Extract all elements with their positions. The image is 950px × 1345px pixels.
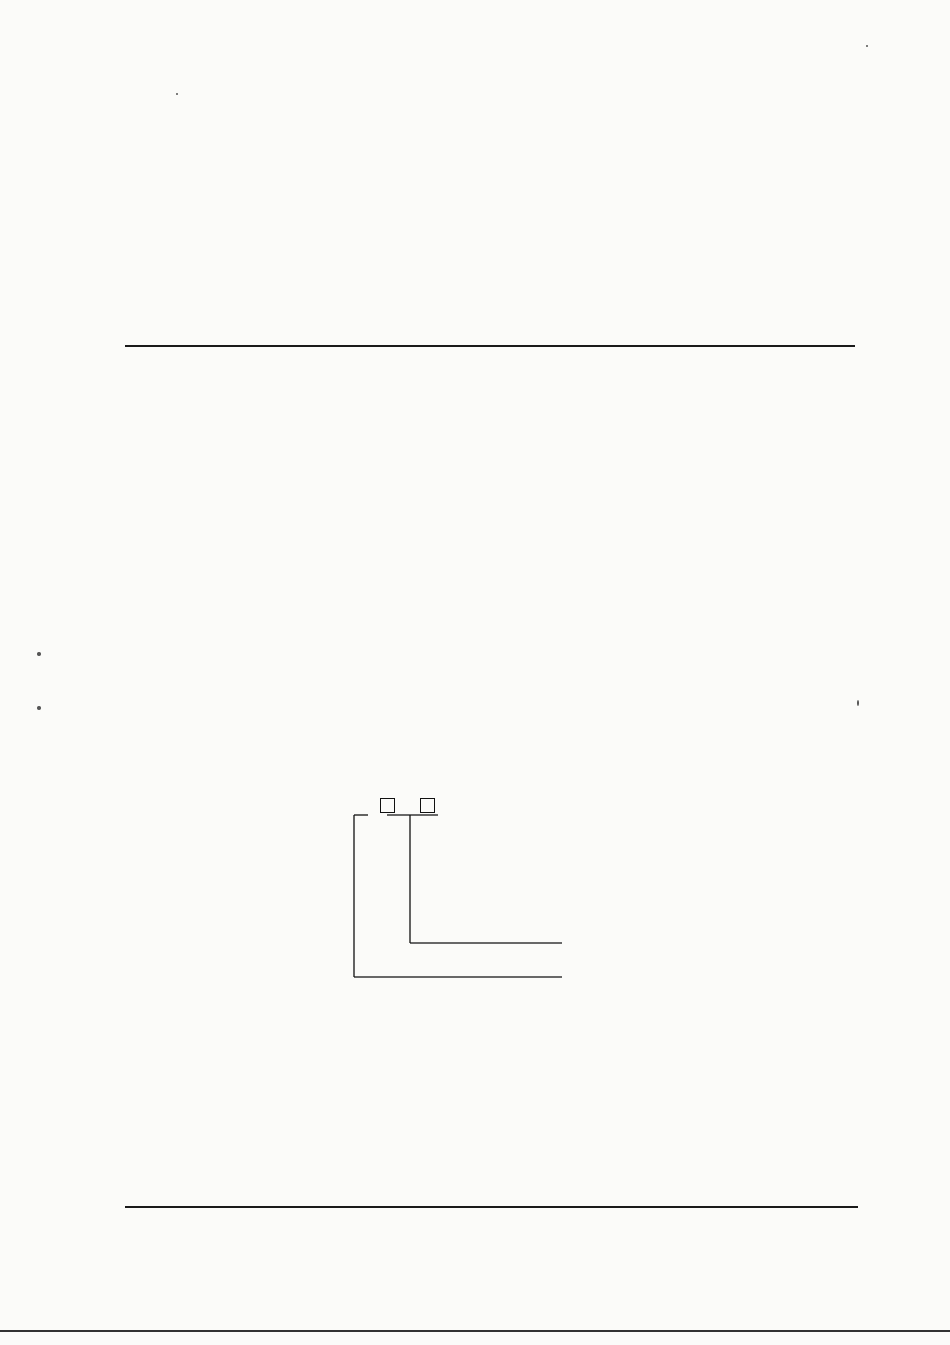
reference-item — [160, 594, 300, 610]
scan-speck — [857, 700, 859, 706]
product-model-diagram — [330, 795, 690, 995]
footer-rule — [125, 1206, 858, 1208]
scan-bottom-edge — [0, 1330, 950, 1332]
scan-speck — [37, 706, 41, 710]
scan-speck — [866, 45, 868, 47]
scan-speck — [37, 652, 41, 656]
reference-item — [160, 669, 300, 685]
reference-item — [160, 644, 300, 660]
model-connector-lines — [330, 795, 690, 995]
scan-speck — [176, 93, 178, 95]
reference-item — [160, 694, 300, 710]
header-rule — [125, 345, 855, 347]
reference-item — [160, 619, 300, 635]
